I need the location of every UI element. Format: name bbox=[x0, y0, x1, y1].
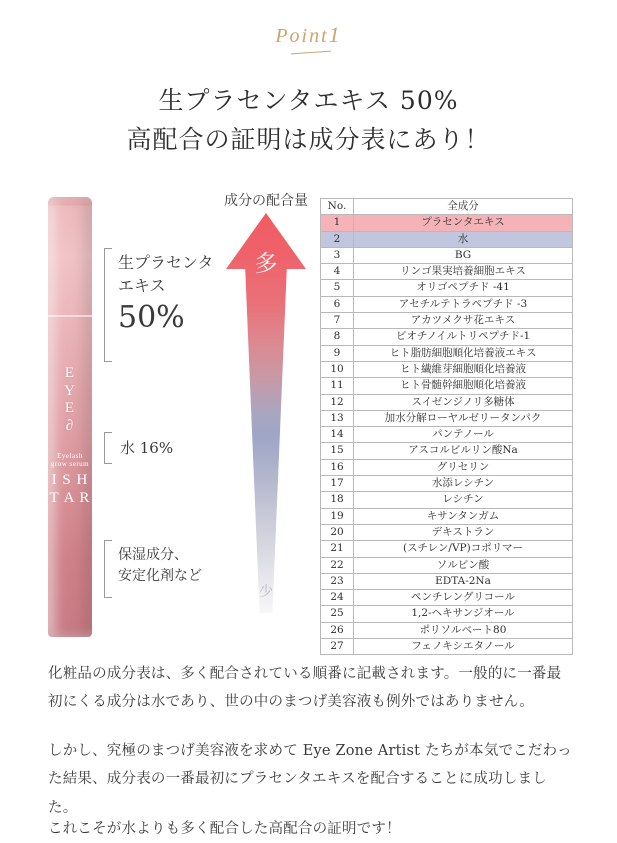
table-row bbox=[321, 264, 573, 280]
table-row bbox=[321, 443, 573, 459]
table-cell-no: 5 bbox=[321, 280, 354, 296]
callout-other-line2: 安定化剤など bbox=[118, 568, 202, 584]
table-row bbox=[321, 345, 573, 361]
table-row bbox=[321, 394, 573, 410]
table-header-row bbox=[321, 199, 573, 215]
table-cell-name: キサンタンガム bbox=[354, 508, 573, 524]
table-row bbox=[321, 557, 573, 573]
table-cell-no: 25 bbox=[321, 606, 354, 622]
callout-water: 水 16% bbox=[120, 439, 174, 457]
tube-brand-char: S bbox=[62, 472, 72, 488]
table-cell-name: パンテノール bbox=[354, 427, 573, 443]
table-cell-no: 23 bbox=[321, 573, 354, 589]
gradient-arrow bbox=[226, 213, 306, 613]
table-cell-no: 1 bbox=[321, 215, 354, 231]
table-cell-name: 加水分解ローヤルゼリータンパク bbox=[354, 410, 573, 426]
callout-placenta bbox=[118, 251, 213, 337]
tube-brand-char: I bbox=[51, 472, 58, 488]
table-cell-name: アスコルビルリン酸Na bbox=[354, 443, 573, 459]
table-cell-name: アカツメクサ花エキス bbox=[354, 313, 573, 329]
tube-brand-char: ∂ bbox=[65, 418, 75, 435]
table-row bbox=[321, 280, 573, 296]
table-row bbox=[321, 508, 573, 524]
table-cell-no: 2 bbox=[321, 231, 354, 247]
tube-brand-bottom bbox=[48, 472, 92, 507]
table-row bbox=[321, 247, 573, 263]
body-paragraph-3: これこそが水よりも多く配合した高配合の証明です！ bbox=[48, 821, 401, 837]
tube-brand-char: E bbox=[64, 400, 76, 417]
table-cell-name: プラセンタエキス bbox=[354, 215, 573, 231]
table-cell-no: 16 bbox=[321, 459, 354, 475]
tube-tagline: Eyelash grow serum bbox=[50, 452, 90, 468]
callout-placenta-line1: 生プラセンタ bbox=[118, 253, 214, 272]
table-row bbox=[321, 590, 573, 606]
table-cell-no: 17 bbox=[321, 476, 354, 492]
page-title bbox=[0, 82, 617, 160]
ingredient-table-wrapper bbox=[320, 198, 573, 655]
table-cell-name: ヒト脂肪細胞順化培養液エキス bbox=[354, 345, 573, 361]
table-cell-name: ビオチノイルトリペプチド-1 bbox=[354, 329, 573, 345]
table-cell-name: EDTA-2Na bbox=[354, 573, 573, 589]
body-paragraph-1: 化粧品の成分表は、多く配合されている順番に記載されます。一般的に一番最初にくる成分は水であり、世の中のまつげ美容液も例外ではありません。 bbox=[48, 666, 562, 711]
table-cell-no: 27 bbox=[321, 639, 354, 655]
table-row bbox=[321, 329, 573, 345]
table-cell-name: ヒト骨髄幹細胞順化培養液 bbox=[354, 378, 573, 394]
tube-brand-char: A bbox=[63, 489, 75, 506]
tube-brand-char: E bbox=[64, 365, 76, 381]
table-row bbox=[321, 606, 573, 622]
table-cell-no: 10 bbox=[321, 361, 354, 377]
table-header-name: 全成分 bbox=[354, 199, 573, 215]
table-cell-no: 7 bbox=[321, 313, 354, 329]
gradient-label-few: 少 bbox=[259, 584, 273, 600]
table-cell-name: ペンチレングリコール bbox=[354, 590, 573, 606]
tube-brand-top bbox=[48, 365, 92, 436]
table-row bbox=[321, 313, 573, 329]
product-tube-image bbox=[48, 197, 92, 637]
table-cell-name: 水添レシチン bbox=[354, 476, 573, 492]
bracket-placenta bbox=[104, 248, 112, 362]
table-row bbox=[321, 492, 573, 508]
table-cell-no: 15 bbox=[321, 443, 354, 459]
callout-placenta-value: 50% bbox=[118, 300, 185, 336]
table-cell-name: デキストラン bbox=[354, 524, 573, 540]
table-row bbox=[321, 378, 573, 394]
table-cell-no: 19 bbox=[321, 508, 354, 524]
table-cell-name: スイゼンジノリ多糖体 bbox=[354, 394, 573, 410]
table-cell-name: (スチレン/VP)コポリマー bbox=[354, 541, 573, 557]
table-cell-name: グリセリン bbox=[354, 459, 573, 475]
bracket-water bbox=[104, 432, 112, 464]
table-row bbox=[321, 361, 573, 377]
table-row bbox=[321, 215, 573, 231]
table-cell-name: 1,2-ヘキサンジオール bbox=[354, 606, 573, 622]
table-cell-name: フェノキシエタノール bbox=[354, 639, 573, 655]
table-cell-name: BG bbox=[354, 247, 573, 263]
headline-line-2: 高配合の証明は成分表にあり！ bbox=[126, 124, 491, 154]
point-underline bbox=[291, 51, 331, 55]
point-number: 1 bbox=[328, 22, 342, 47]
table-cell-name: オリゴペプチド -41 bbox=[354, 280, 573, 296]
table-cell-no: 13 bbox=[321, 410, 354, 426]
tube-brand-char: T bbox=[49, 489, 60, 506]
table-cell-name: リンゴ果実培養細胞エキス bbox=[354, 264, 573, 280]
table-cell-no: 8 bbox=[321, 329, 354, 345]
ingredient-table-body bbox=[321, 215, 573, 655]
table-cell-no: 4 bbox=[321, 264, 354, 280]
table-cell-no: 18 bbox=[321, 492, 354, 508]
callout-other bbox=[118, 545, 202, 587]
body-paragraph-2: しかし、究極のまつげ美容液を求めて Eye Zone Artist たちが本気でこだわった結果、成分表の一番最初にプラセンタエキスを配合することに成功しました。 bbox=[48, 743, 572, 816]
table-row bbox=[321, 459, 573, 475]
table-cell-name: ポリソルベート80 bbox=[354, 622, 573, 638]
table-cell-no: 12 bbox=[321, 394, 354, 410]
callout-other-line1: 保湿成分、 bbox=[118, 547, 188, 563]
table-row bbox=[321, 410, 573, 426]
table-cell-name: レシチン bbox=[354, 492, 573, 508]
table-cell-no: 24 bbox=[321, 590, 354, 606]
table-row bbox=[321, 476, 573, 492]
tube-brand-char: R bbox=[79, 489, 91, 506]
point-label bbox=[0, 22, 617, 48]
table-cell-no: 26 bbox=[321, 622, 354, 638]
table-row bbox=[321, 639, 573, 655]
table-cell-no: 9 bbox=[321, 345, 354, 361]
callout-placenta-line2: エキス bbox=[118, 276, 166, 296]
table-row bbox=[321, 296, 573, 312]
table-cell-no: 3 bbox=[321, 247, 354, 263]
table-row bbox=[321, 573, 573, 589]
table-row bbox=[321, 427, 573, 443]
table-cell-no: 14 bbox=[321, 427, 354, 443]
table-cell-name: ヒト繊維芽細胞順化培養液 bbox=[354, 361, 573, 377]
table-row bbox=[321, 231, 573, 247]
tube-brand-char: H bbox=[76, 472, 89, 488]
table-cell-no: 20 bbox=[321, 524, 354, 540]
ingredient-table bbox=[320, 198, 573, 655]
table-cell-no: 6 bbox=[321, 296, 354, 312]
gradient-label-many: 多 bbox=[254, 251, 278, 277]
table-cell-no: 11 bbox=[321, 378, 354, 394]
table-cell-name: アセチルテトラペプチド -3 bbox=[354, 296, 573, 312]
table-cell-no: 21 bbox=[321, 541, 354, 557]
point-label-text: Point bbox=[275, 25, 329, 47]
tube-cap-line bbox=[48, 315, 92, 317]
tube-brand-char: Y bbox=[64, 382, 76, 399]
table-row bbox=[321, 524, 573, 540]
bracket-other bbox=[104, 540, 112, 598]
gradient-title: 成分の配合量 bbox=[224, 193, 308, 209]
table-header-no: No. bbox=[321, 199, 354, 215]
table-row bbox=[321, 622, 573, 638]
table-cell-no: 22 bbox=[321, 557, 354, 573]
headline-line-1: 生プラセンタエキス 50% bbox=[158, 86, 459, 115]
table-cell-name: 水 bbox=[354, 231, 573, 247]
table-cell-name: ソルビン酸 bbox=[354, 557, 573, 573]
table-row bbox=[321, 541, 573, 557]
